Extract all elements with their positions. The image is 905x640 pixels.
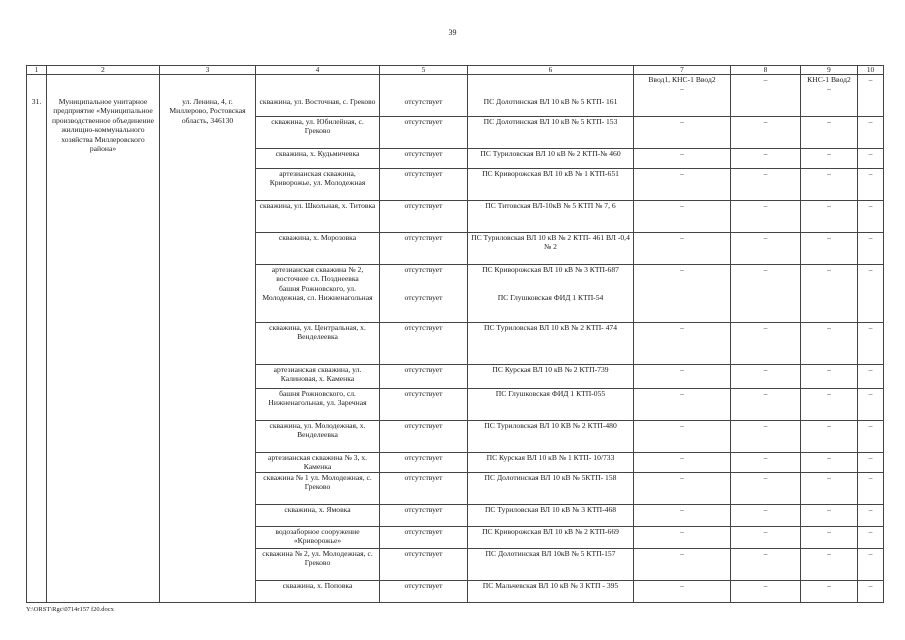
table-row (27, 75, 884, 117)
object-text: артезианская скважина № 3, х. Каменка (267, 453, 368, 472)
dash-value: – (827, 169, 831, 178)
dash-value: – (680, 149, 684, 158)
dash-value: – (868, 233, 873, 242)
value-cell-c7 (634, 365, 731, 389)
dash-value: – (680, 389, 684, 398)
dash-value: – (827, 117, 831, 126)
dash-value: – (868, 505, 873, 514)
object-text: скважина, ул. Восточная, с. Греково (259, 97, 376, 106)
dash-value: – (868, 201, 873, 210)
dash-value: – (763, 505, 768, 514)
document-table (26, 65, 884, 603)
org-number: 31. (27, 75, 47, 603)
dash-value: – (868, 453, 873, 462)
dash-value: – (680, 453, 684, 462)
substation-text: ПС Туриловская ВЛ 10 кВ № 2 КТП- 474 (483, 323, 617, 332)
object-text: скважина, ул. Центральная, х. Венделеевка (269, 323, 366, 342)
status-cell (380, 169, 468, 201)
value-cell-c9 (801, 365, 858, 389)
value-cell-c7 (634, 75, 731, 117)
substation-text: ПС Долотинская ВЛ 10 кВ № 5 КТП- 161 (483, 97, 618, 106)
object-text: водозаборное сооружение «Криворожье» (275, 527, 360, 546)
status-text: отсутствует (404, 453, 443, 462)
value-cell-c9 (801, 421, 858, 453)
dash-value: – (680, 549, 684, 558)
dash-value: – (680, 323, 684, 332)
value-cell-c10 (858, 149, 884, 169)
object-cell (256, 473, 380, 505)
status-cell (380, 389, 468, 421)
substation-cell (468, 365, 634, 389)
object-cell (256, 265, 380, 323)
value-cell-c9 (801, 453, 858, 473)
object-cell (256, 527, 380, 549)
dash-value: – (680, 421, 684, 430)
status-text: отсутствует (404, 233, 443, 242)
value-cell-c8 (731, 421, 801, 453)
col-number: 3 (160, 66, 256, 75)
dash-value: – (680, 233, 684, 242)
object-cell (256, 169, 380, 201)
substation-cell (468, 149, 634, 169)
substation-cell (468, 265, 634, 323)
dash-value: – (763, 323, 768, 332)
object-text: скважина, ул. Юбилейная, с. Греково (271, 117, 364, 136)
status-cell (380, 473, 468, 505)
status-text: отсутствует (404, 421, 443, 430)
substation-cell (468, 389, 634, 421)
value-cell-c10 (858, 453, 884, 473)
status-cell (380, 117, 468, 149)
dash-value: – (827, 323, 831, 332)
substation-cell (468, 201, 634, 233)
status-text: отсутствует (404, 265, 443, 274)
value-cell-c9 (801, 473, 858, 505)
object-cell (256, 389, 380, 421)
value-cell-c8 (731, 233, 801, 265)
value-cell-c10 (858, 505, 884, 527)
value-cell-c9 (801, 201, 858, 233)
dash-value: – (827, 84, 831, 94)
status-text: отсутствует (404, 365, 443, 374)
value-cell-c10 (858, 365, 884, 389)
dash-value: – (763, 473, 768, 482)
col-number: 5 (380, 66, 468, 75)
object-cell (256, 453, 380, 473)
substation-cell (468, 581, 634, 603)
value-cell-c10 (858, 549, 884, 581)
status-cell (380, 233, 468, 265)
value-cell-c8 (731, 527, 801, 549)
value-cell-c7 (634, 453, 731, 473)
value-cell-c9 (801, 549, 858, 581)
dash-value: – (763, 389, 768, 398)
object-cell (256, 581, 380, 603)
status-cell (380, 527, 468, 549)
object-text: артезианская скважина № 2, восточнее сл. Позднеевка (271, 265, 364, 284)
status-text: отсутствует (404, 505, 443, 514)
value-cell-c7 (634, 323, 731, 365)
value-cell-c10 (858, 75, 884, 117)
value-cell-c10 (858, 389, 884, 421)
dash-value: – (827, 581, 831, 590)
status-text: отсутствует (404, 117, 443, 126)
dash-value: – (763, 453, 768, 462)
status-cell (380, 75, 468, 117)
dash-value: – (827, 265, 831, 274)
substation-cell (468, 549, 634, 581)
dash-value: – (827, 473, 831, 482)
dash-value: – (680, 265, 684, 274)
col-number: 4 (256, 66, 380, 75)
value-cell-c8 (731, 75, 801, 117)
value-cell-c9 (801, 233, 858, 265)
dash-value: – (680, 201, 684, 210)
value-cell-c7 (634, 421, 731, 453)
substation-text: ПС Криворожская ВЛ 10 кВ № 1 КТП-651 (482, 169, 619, 178)
object-cell (256, 323, 380, 365)
value-cell-c9 (801, 389, 858, 421)
value-cell-c9 (801, 265, 858, 323)
value-cell-c7 (634, 149, 731, 169)
object-cell (256, 505, 380, 527)
value-cell-c9 (801, 75, 858, 117)
value-cell-c8 (731, 169, 801, 201)
dash-value: – (868, 169, 873, 178)
status-text: отсутствует (404, 581, 443, 590)
substation-cell (468, 323, 634, 365)
object-text: башня Рожновского, сл. Нижненагольная, ул. Заречная (268, 389, 367, 408)
dash-value: – (763, 233, 768, 242)
value-cell-c7 (634, 505, 731, 527)
dash-value: – (763, 117, 768, 126)
substation-text: ПС Туриловская ВЛ 10 кВ № 2 КТП- 461 ВЛ -0,4 № 2 (471, 233, 630, 252)
status-text: отсутствует (404, 549, 443, 558)
substation-text: ПС Туриловская ВЛ 10 КВ № 2 КТП-480 (484, 421, 617, 430)
value-cell-c10 (858, 117, 884, 149)
value-cell-c8 (731, 323, 801, 365)
dash-value: – (827, 365, 831, 374)
substation-text: ПС Долотинская ВЛ 10 кВ № 5КТП- 158 (484, 473, 617, 482)
dash-value: – (868, 549, 873, 558)
substation-cell (468, 169, 634, 201)
status-cell (380, 149, 468, 169)
status-text: отсутствует (404, 473, 443, 482)
status-cell (380, 549, 468, 581)
value-cell-c7 (634, 169, 731, 201)
dash-value: – (868, 389, 873, 398)
substation-cell (468, 473, 634, 505)
value-cell-c10 (858, 233, 884, 265)
dash-value: – (680, 527, 684, 536)
value-cell-c10 (858, 265, 884, 323)
dash-value: – (763, 149, 768, 158)
value-cell-c8 (731, 201, 801, 233)
col7-header-text: Ввод1, КНС-1 Ввод2 (648, 75, 716, 84)
status-cell (380, 421, 468, 453)
substation-text: ПС Криворожская ВЛ 10 кВ № 2 КТП-669 (482, 527, 619, 536)
value-cell-c7 (634, 201, 731, 233)
dash-value: – (868, 149, 873, 158)
value-cell-c7 (634, 581, 731, 603)
dash-value: – (763, 75, 768, 84)
dash-value: – (680, 505, 684, 514)
substation-text: ПС Мальчевская ВЛ 10 кВ № 3 КТП - 395 (482, 581, 619, 590)
substation-text: ПС Глушковская ФИД 1 КТП-055 (495, 389, 606, 398)
status-text: отсутствует (404, 389, 443, 398)
object-cell (256, 549, 380, 581)
dash-value: – (680, 117, 684, 126)
dash-value: – (680, 169, 684, 178)
dash-value: – (680, 365, 684, 374)
value-cell-c9 (801, 527, 858, 549)
dash-value: – (868, 323, 873, 332)
status-cell (380, 581, 468, 603)
dash-value: – (680, 473, 684, 482)
column-number-row (27, 66, 884, 75)
dash-value: – (868, 473, 873, 482)
col-number: 7 (634, 66, 731, 75)
dash-value: – (827, 149, 831, 158)
value-cell-c7 (634, 117, 731, 149)
dash-value: – (827, 421, 831, 430)
status-cell (380, 201, 468, 233)
object-text: скважина, х. Ямовка (284, 505, 351, 514)
substation-text: ПС Долотинская ВЛ 10 кВ № 5 КТП- 153 (483, 117, 618, 126)
dash-value: – (868, 75, 873, 84)
value-cell-c9 (801, 169, 858, 201)
object-cell (256, 201, 380, 233)
object-cell (256, 75, 380, 117)
value-cell-c8 (731, 149, 801, 169)
col-number: 10 (858, 66, 884, 75)
value-cell-c8 (731, 365, 801, 389)
dash-value: – (763, 421, 768, 430)
dash-value: – (868, 117, 873, 126)
dash-value: – (763, 549, 768, 558)
status-text: отсутствует (404, 527, 443, 536)
object-text: скважина, х. Кудьмичевка (275, 149, 360, 158)
object-text: скважина, ул. Школьная, х. Титовка (259, 201, 376, 210)
dash-value: – (868, 527, 873, 536)
status-text: отсутствует (404, 201, 443, 210)
value-cell-c10 (858, 581, 884, 603)
object-text: скважина № 2, ул. Молодежная, с. Греково (262, 549, 373, 568)
value-cell-c8 (731, 117, 801, 149)
object-text-2: башня Рожновского, ул. Молодежная, сл. Нижненагольная (262, 283, 373, 303)
dash-value: – (827, 549, 831, 558)
org-name: Муниципальное унитарное предприятие «Муниципальное производственное объединение жилищно-коммунального хозяйства Миллеровского района» (47, 75, 160, 603)
object-cell (256, 365, 380, 389)
value-cell-c7 (634, 473, 731, 505)
substation-cell (468, 505, 634, 527)
status-text: отсутствует (404, 97, 443, 106)
value-cell-c8 (731, 581, 801, 603)
dash-value: – (763, 169, 768, 178)
status-cell (380, 505, 468, 527)
dash-value: – (827, 389, 831, 398)
dash-value: – (680, 84, 684, 94)
substation-text: ПС Курская ВЛ 10 кВ № 2 КТП-739 (492, 365, 609, 374)
dash-value: – (763, 581, 768, 590)
substation-text: ПС Курская ВЛ 10 кВ № 1 КТП- 10/733 (486, 453, 615, 462)
object-text: скважина, ул. Молодежная, х. Венделеевка (269, 421, 366, 440)
dash-value: – (827, 453, 831, 462)
substation-text: ПС Долотинская ВЛ 10кВ № 5 КТП-157 (485, 549, 616, 558)
substation-text: ПС Туриловская ВЛ 10 кВ № 3 КТП-468 (484, 505, 617, 514)
value-cell-c9 (801, 505, 858, 527)
substation-cell (468, 233, 634, 265)
status-text: отсутствует (404, 323, 443, 332)
substation-cell (468, 117, 634, 149)
page-number: 39 (448, 28, 457, 37)
org-address: ул. Ленина, 4, г. Миллерово, Ростовская область, 346130 (160, 75, 256, 603)
value-cell-c10 (858, 473, 884, 505)
value-cell-c7 (634, 389, 731, 421)
value-cell-c10 (858, 421, 884, 453)
status-cell (380, 323, 468, 365)
dash-value: – (868, 581, 873, 590)
col-number: 2 (47, 66, 160, 75)
dash-value: – (868, 421, 873, 430)
dash-value: – (680, 581, 684, 590)
substation-cell (468, 527, 634, 549)
col-number: 6 (468, 66, 634, 75)
value-cell-c9 (801, 581, 858, 603)
dash-value: – (827, 527, 831, 536)
value-cell-c8 (731, 549, 801, 581)
value-cell-c7 (634, 233, 731, 265)
dash-value: – (827, 201, 831, 210)
substation-text: ПС Туриловская ВЛ 10 кВ № 2 КТП-№ 460 (480, 149, 621, 158)
substation-cell (468, 453, 634, 473)
dash-value: – (827, 233, 831, 242)
substation-text: ПС Криворожская ВЛ 10 кВ № 3 КТП-687 (482, 265, 619, 274)
object-cell (256, 233, 380, 265)
value-cell-c7 (634, 549, 731, 581)
status-cell (380, 365, 468, 389)
value-cell-c7 (634, 527, 731, 549)
object-cell (256, 117, 380, 149)
value-cell-c8 (731, 473, 801, 505)
dash-value: – (868, 265, 873, 274)
value-cell-c8 (731, 265, 801, 323)
value-cell-c9 (801, 323, 858, 365)
object-cell (256, 421, 380, 453)
dash-value: – (763, 201, 768, 210)
object-text: скважина, х. Поповка (282, 581, 353, 590)
value-cell-c8 (731, 505, 801, 527)
value-cell-c7 (634, 265, 731, 323)
object-text: скважина, х. Морозовка (278, 233, 357, 242)
col9-header-text: КНС-1 Ввод2 (807, 75, 851, 84)
object-text: артезианская скважина, Криворожье, ул. Молодежная (269, 169, 366, 188)
col-number: 1 (27, 66, 47, 75)
dash-value: – (763, 527, 768, 536)
dash-value: – (827, 505, 831, 514)
substation-cell (468, 421, 634, 453)
value-cell-c9 (801, 117, 858, 149)
substation-text: ПС Титовская ВЛ-10кВ № 5 КТП № 7, 6 (485, 201, 616, 210)
col-number: 8 (731, 66, 801, 75)
footer-file-path: Y:\ORST\Rgc\0714r157 f20.docx (26, 606, 114, 613)
object-cell (256, 149, 380, 169)
dash-value: – (763, 265, 768, 274)
value-cell-c8 (731, 453, 801, 473)
status-cell (380, 453, 468, 473)
dash-value: – (763, 365, 768, 374)
status-text-2: отсутствует (404, 293, 443, 303)
substation-cell (468, 75, 634, 117)
value-cell-c10 (858, 527, 884, 549)
value-cell-c10 (858, 323, 884, 365)
col-number: 9 (801, 66, 858, 75)
status-text: отсутствует (404, 149, 443, 158)
value-cell-c10 (858, 201, 884, 233)
status-cell (380, 265, 468, 323)
dash-value: – (868, 365, 873, 374)
value-cell-c9 (801, 149, 858, 169)
status-text: отсутствует (404, 169, 443, 178)
object-text: скважина № 1 ул. Молодежная, с. Греково (263, 473, 372, 492)
value-cell-c10 (858, 169, 884, 201)
substation-text-2: ПС Глушковская ФИД 1 КТП-54 (497, 293, 604, 303)
object-text: артезианская скважина, ул. Калиновая, х. Каменка (273, 365, 362, 384)
value-cell-c8 (731, 389, 801, 421)
